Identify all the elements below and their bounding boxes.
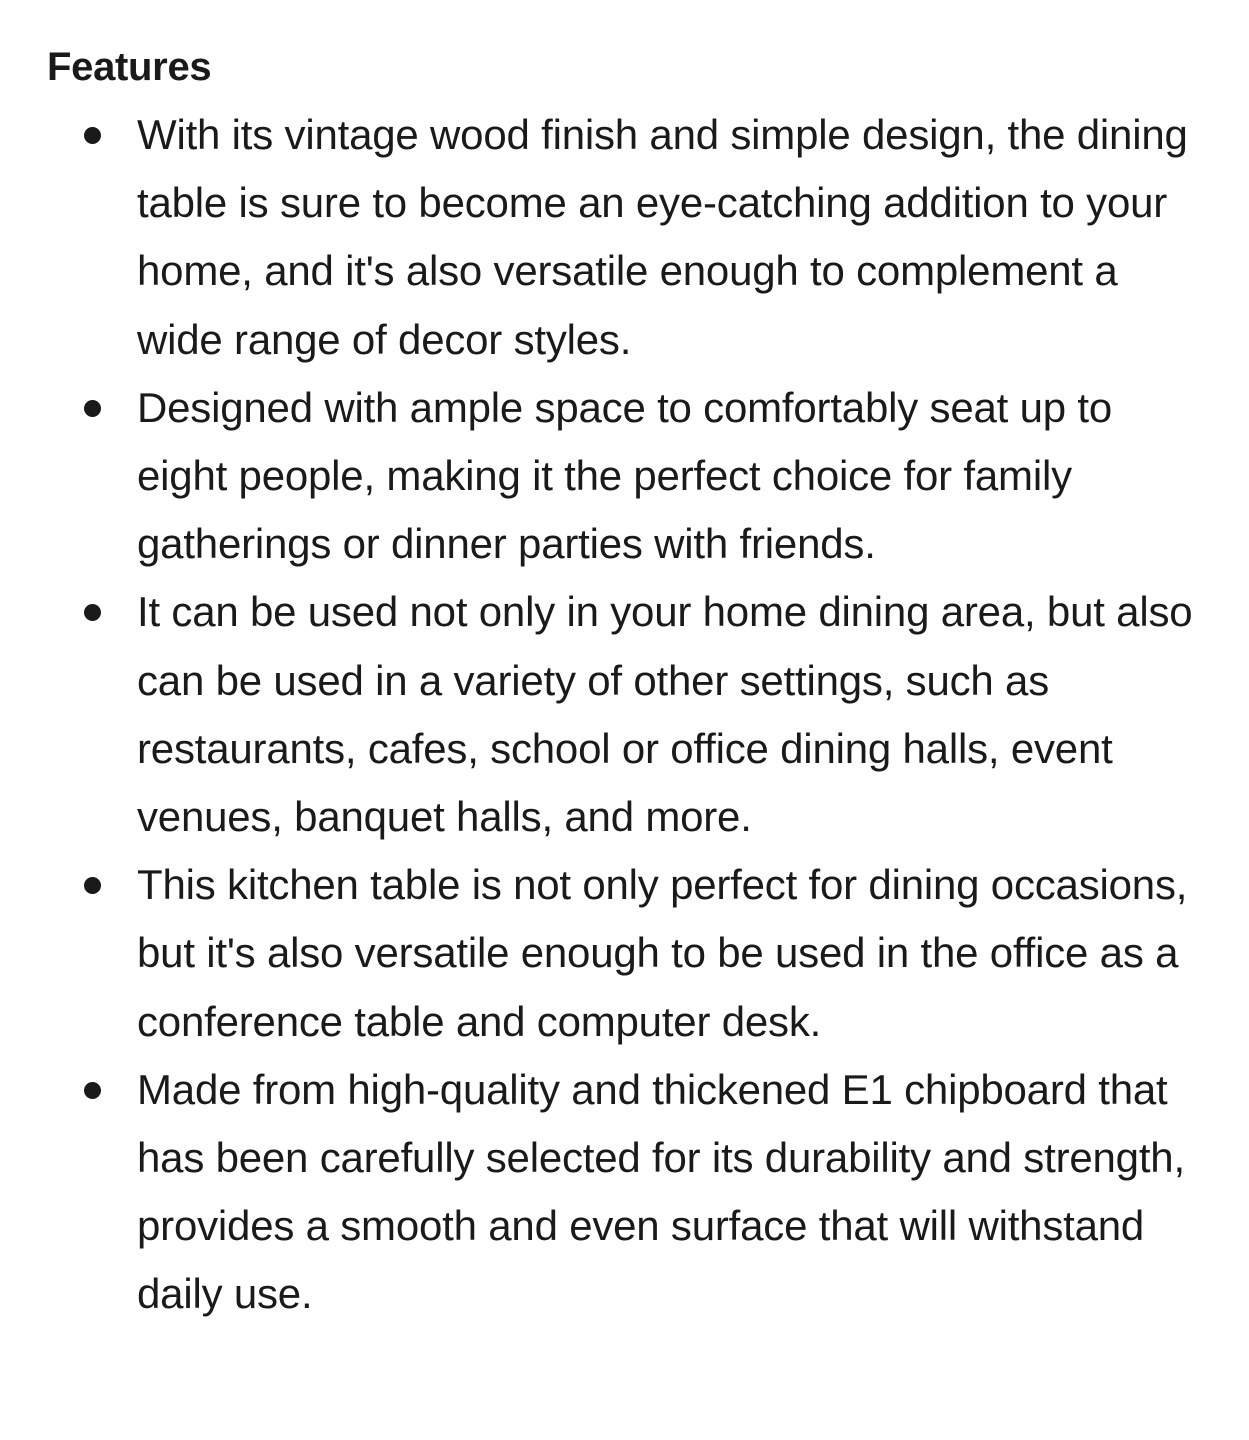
bullet-icon [84,604,101,621]
bullet-icon [84,877,101,894]
feature-text: Made from high-quality and thickened E1 chipboard that has been carefully selected for its durability and strength, provides a smooth and even surface that will withstand daily use. [137,1065,1185,1318]
feature-item [0,851,1212,1056]
bullet-icon [84,1082,101,1099]
feature-text: Designed with ample space to comfortably seat up to eight people, making it the perfect choice for family gatherings or dinner parties with friends. [137,383,1112,568]
feature-text: It can be used not only in your home dining area, but also can be used in a variety of other settings, such as restaurants, cafes, school or office dining halls, event venues, banquet halls, and more. [137,588,1193,841]
feature-item [0,578,1212,851]
feature-item [0,374,1212,579]
feature-text: This kitchen table is not only perfect for dining occasions, but it's also versatile enough to be used in the office as a conference table and computer desk. [137,861,1188,1045]
features-list [0,101,1249,1329]
feature-text: With its vintage wood finish and simple design, the dining table is sure to become an eye-catching addition to your home, and it's also versatile enough to complement a wide range of decor styles. [137,111,1188,363]
bullet-icon [84,400,101,417]
features-heading: Features [47,45,212,89]
feature-item [0,1056,1212,1329]
bullet-icon [84,127,101,144]
feature-item [0,101,1212,374]
